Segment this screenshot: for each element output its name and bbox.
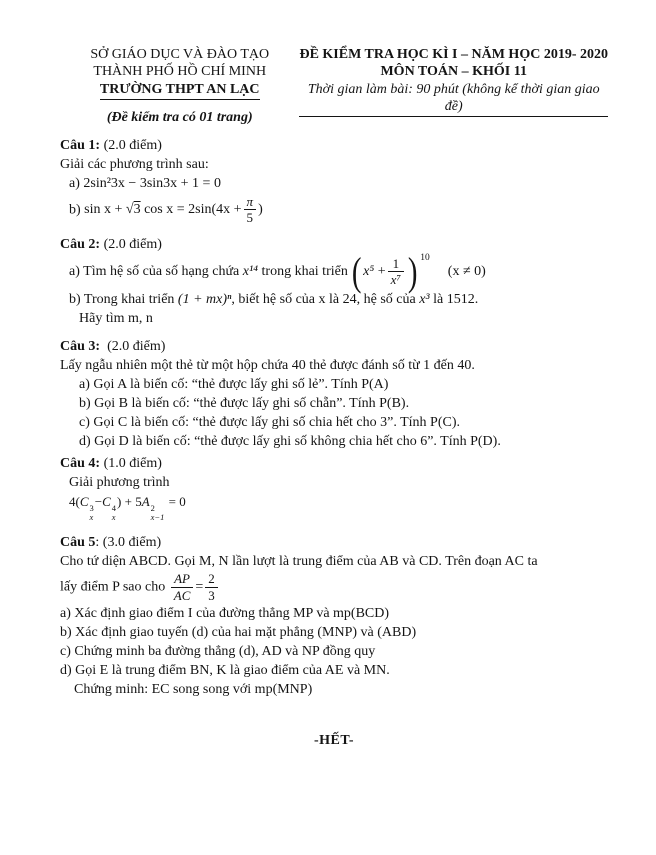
- fraction-1-x7: $\frac{1}{\text{x⁷}}$: [388, 257, 404, 287]
- list-item: c) Chứng minh ba đường thẳng (d), AD và NP đồng quy: [60, 643, 376, 659]
- question-5-title: Câu 5: (3.0 điểm): [60, 535, 162, 551]
- list-item: d) Gọi D là biến cố: “thẻ được lấy ghi số không chia hết cho 6”. Tính P(D).: [79, 434, 501, 450]
- city-name: THÀNH PHỐ HỒ CHÍ MINH: [93, 64, 267, 80]
- question-4-title: [60, 455, 608, 472]
- question-number: Câu 2:: [60, 236, 101, 252]
- question-2: [60, 236, 608, 327]
- list-item: b) Xác định giao tuyến (d) của hai mặt phẳng (MNP) và (ABD): [60, 624, 417, 640]
- exam-title: ĐỀ KIỂM TRA HỌC KÌ I – NĂM HỌC 2019- 2020: [299, 47, 608, 62]
- item-label: b): [69, 291, 81, 307]
- term-x14: x¹⁴: [242, 264, 259, 280]
- question-number: Câu 5: [60, 535, 96, 551]
- page-count-note: (Đề kiểm tra có 01 trang): [106, 110, 253, 126]
- item-label: b): [69, 201, 81, 217]
- question-1a: [60, 175, 608, 192]
- sqrt-radical: √: [125, 201, 134, 217]
- question-points: (2.0 điểm): [103, 236, 162, 252]
- supsub-c4x: 4 x: [111, 502, 117, 523]
- question-2-title: [60, 236, 608, 253]
- question-2a: a) Tìm hệ số của số hạng chứa x¹⁴ trong khai triển ( x⁵ + $\frac{1}{\text{x⁷}}$ ) 10 (x ≠ 0): [69, 248, 486, 294]
- condition: (x ≠ 0): [447, 264, 486, 280]
- exam-title-block: [299, 46, 608, 117]
- list-item: a) Xác định giao điểm I của đường thẳng MP và mp(BCD): [60, 605, 390, 621]
- exponent-10: 10: [420, 252, 430, 263]
- item-label: c): [60, 643, 71, 659]
- list-item: c) Gọi C là biến cố: “thẻ được lấy ghi số chia hết cho 3”. Tính P(C).: [79, 415, 460, 431]
- item-label: b): [79, 396, 91, 412]
- question-points: (3.0 điểm): [102, 535, 162, 551]
- term-x3: x³: [419, 291, 430, 307]
- exam-header: [60, 46, 608, 126]
- item-label: a): [79, 377, 90, 393]
- question-5: [60, 534, 608, 698]
- department-name: SỞ GIÁO DỤC VÀ ĐÀO TẠO: [90, 47, 270, 62]
- supsub-a2x1: 2 x−1: [150, 502, 165, 523]
- school-block: [60, 46, 299, 126]
- question-3-title: [60, 338, 608, 355]
- question-points: (2.0 điểm): [107, 339, 166, 355]
- question-5-last: Chứng minh: EC song song với mp(MNP): [74, 681, 313, 697]
- fraction-ap-ac: $\frac{AP}{AC}$: [171, 572, 194, 602]
- binomial-expression: ( x⁵ + $\frac{1}{\text{x⁷}}$ ) 10: [351, 248, 430, 294]
- question-1b: [60, 195, 608, 225]
- item-label: a): [69, 264, 80, 280]
- question-number: Câu 4:: [60, 455, 101, 471]
- question-5-intro2: lấy điểm P sao cho $\frac{AP}{AC}$ = $\frac{2}{3}$: [60, 572, 608, 602]
- fraction-2-3: $\frac{2}{3}$: [205, 572, 218, 602]
- question-1: [60, 137, 608, 225]
- list-item: a) Gọi A là biến cố: “thẻ được lấy ghi số lẻ”. Tính P(A): [79, 377, 389, 393]
- question-points: (2.0 điểm): [103, 138, 162, 154]
- close-paren: ): [407, 248, 418, 294]
- question-1-intro: Giải các phương trình sau:: [60, 157, 209, 173]
- question-3: [60, 338, 608, 450]
- end-marker: -HẾT-: [313, 733, 355, 749]
- item-label: a): [69, 176, 80, 192]
- item-label: b): [60, 624, 72, 640]
- fraction-pi-5: $\frac{\pi}{5}$: [244, 195, 257, 225]
- item-label: d): [60, 662, 72, 678]
- equation-4: 4(C 3 x −C 4 x ) + 5A 2 x−1 = 0: [69, 493, 186, 523]
- question-5-intro: Cho tứ diện ABCD. Gọi M, N lần lượt là trung điểm của AB và CD. Trên đoạn AC ta: [60, 554, 538, 570]
- question-4: [60, 455, 608, 524]
- question-1-title: [60, 137, 608, 154]
- supsub-c3x: 3 x: [89, 502, 94, 523]
- question-number: Câu 3:: [60, 339, 101, 355]
- item-label: d): [79, 434, 91, 450]
- question-number: Câu 1:: [60, 138, 101, 154]
- question-4-intro: Giải phương trình: [69, 474, 170, 490]
- term-1mx-n: (1 + mx)ⁿ: [177, 291, 232, 307]
- exam-duration: Thời gian làm bài: 90 phút (không kể thời gian giao đề): [299, 81, 608, 117]
- question-2b-line2: Hãy tìm m, n: [79, 310, 153, 326]
- equation-1b: sin x + √3 cos x = 2sin(4x + $\frac{\pi}{5}$ ): [84, 193, 263, 226]
- equation-1a: 2sin²3x − 3sin3x + 1 = 0: [83, 176, 221, 192]
- list-item: d) Gọi E là trung điểm BN, K là giao điểm của AE và MN.: [60, 662, 390, 678]
- question-points: (1.0 điểm): [103, 455, 162, 471]
- question-2b: b) Trong khai triển (1 + mx)ⁿ, biết hệ số của x là 24, hệ số của x³ là 1512.: [69, 291, 479, 307]
- item-label: c): [79, 415, 90, 431]
- question-3-intro: Lấy ngẫu nhiên một thẻ từ một hộp chứa 40 thẻ được đánh số từ 1 đến 40.: [60, 358, 475, 374]
- item-label: a): [60, 605, 71, 621]
- school-name: TRƯỜNG THPT AN LẠC: [60, 81, 299, 100]
- open-paren: (: [351, 248, 362, 294]
- list-item: b) Gọi B là biến cố: “thẻ được lấy ghi số chẵn”. Tính P(B).: [79, 396, 410, 412]
- exam-subject: MÔN TOÁN – KHỐI 11: [380, 64, 527, 80]
